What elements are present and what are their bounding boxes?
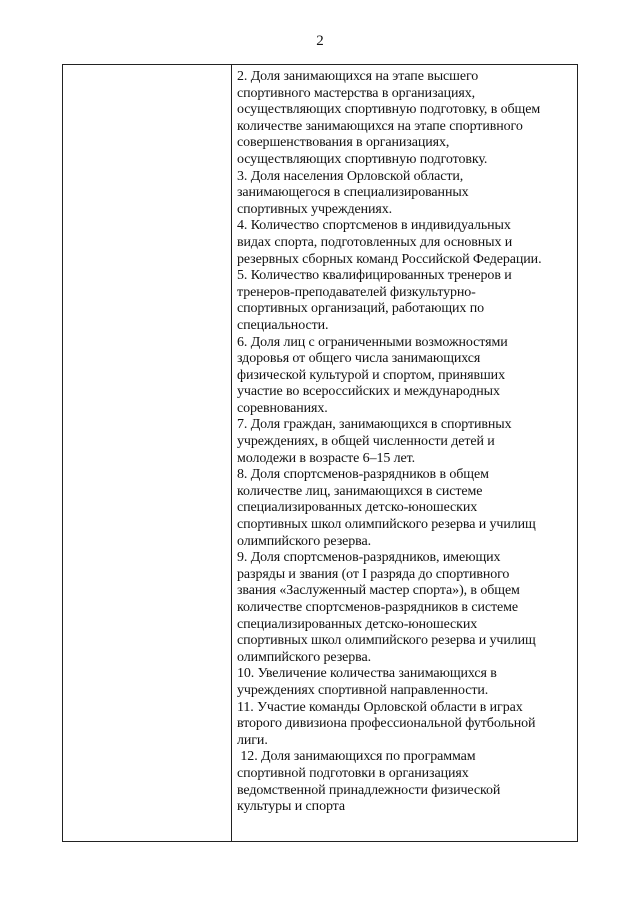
indicator-line: 6. Доля лиц с ограниченными возможностями <box>237 334 508 350</box>
indicator-line: совершенствования в организациях, <box>237 135 450 151</box>
indicator-line: олимпийского резерва. <box>237 649 371 665</box>
indicator-line: здоровья от общего числа занимающихся <box>237 351 481 367</box>
indicator-line: спортивных школ олимпийского резерва и училищ <box>237 633 536 649</box>
indicator-item <box>237 268 575 334</box>
column-divider <box>231 65 232 841</box>
indicator-line: соревнованиях. <box>237 400 328 416</box>
indicator-line: специальности. <box>237 317 329 333</box>
indicator-line: 7. Доля граждан, занимающихся в спортивных <box>237 417 512 433</box>
indicator-item <box>237 335 575 418</box>
indicator-line: 12. Доля занимающихся по программам <box>237 749 476 765</box>
indicator-line: звания «Заслуженный мастер спорта»), в общем <box>237 583 520 599</box>
page-number: 2 <box>316 33 324 49</box>
indicator-line: участие во всероссийских и международных <box>237 384 500 400</box>
indicator-item <box>237 467 575 550</box>
indicator-line: спортивного мастерства в организациях, <box>237 85 476 101</box>
indicator-line: физической культурой и спортом, принявших <box>237 367 505 383</box>
indicator-line: тренеров-преподавателей физкультурно- <box>237 284 476 300</box>
indicator-item <box>237 550 575 666</box>
indicator-line: молодежи в возрасте 6–15 лет. <box>237 450 416 466</box>
indicator-item <box>237 218 575 268</box>
indicator-line: спортивных учреждениях. <box>237 201 393 217</box>
indicator-line: учреждениях, в общей численности детей и <box>237 434 495 450</box>
indicator-line: осуществляющих спортивную подготовку, в общем <box>237 102 541 118</box>
indicator-line: 10. Увеличение количества занимающихся в <box>237 666 497 682</box>
indicator-line: спортивных школ олимпийского резерва и училищ <box>237 517 536 533</box>
indicator-line: 2. Доля занимающихся на этапе высшего <box>237 69 479 84</box>
indicator-line: специализированных детско-юношеских <box>237 616 478 632</box>
indicator-line: спортивной подготовки в организациях <box>237 765 469 781</box>
indicator-line: 8. Доля спортсменов-разрядников в общем <box>237 467 489 483</box>
indicator-line: олимпийского резерва. <box>237 533 371 549</box>
indicator-item <box>237 169 575 219</box>
indicator-line: учреждениях спортивной направленности. <box>237 682 489 698</box>
indicator-item <box>237 417 575 467</box>
indicator-line: видах спорта, подготовленных для основных и <box>237 234 513 250</box>
indicator-line: 11. Участие команды Орловской области в играх <box>237 699 523 715</box>
indicator-line: 3. Доля населения Орловской области, <box>237 168 464 184</box>
indicator-item <box>237 666 575 699</box>
indicator-line: 9. Доля спортсменов-разрядников, имеющих <box>237 550 501 566</box>
indicator-line: количестве лиц, занимающихся в системе <box>237 483 483 499</box>
indicator-line: осуществляющих спортивную подготовку. <box>237 151 488 167</box>
indicator-line: 5. Количество квалифицированных тренеров и <box>237 268 512 284</box>
indicator-line: 4. Количество спортсменов в индивидуальных <box>237 218 511 234</box>
indicator-line: второго дивизиона профессиональной футбольной <box>237 716 536 732</box>
indicator-item <box>237 69 575 169</box>
indicator-line: лиги. <box>237 732 268 748</box>
indicator-line: культуры и спорта <box>237 799 345 815</box>
indicator-line: количестве занимающихся на этапе спортивного <box>237 118 523 134</box>
indicator-line: спортивных организаций, работающих по <box>237 301 484 317</box>
indicator-line: количестве спортсменов-разрядников в системе <box>237 600 518 615</box>
indicator-line: разряды и звания (от I разряда до спортивного <box>237 566 510 582</box>
indicators-cell <box>237 69 575 816</box>
indicators-table <box>62 64 578 842</box>
indicator-line: ведомственной принадлежности физической <box>237 782 501 798</box>
indicator-line: специализированных детско-юношеских <box>237 500 478 516</box>
indicator-line: занимающегося в специализированных <box>237 185 469 201</box>
indicator-item <box>237 700 575 750</box>
indicator-line: резервных сборных команд Российской Федерации. <box>237 251 542 267</box>
indicator-item <box>237 749 575 815</box>
